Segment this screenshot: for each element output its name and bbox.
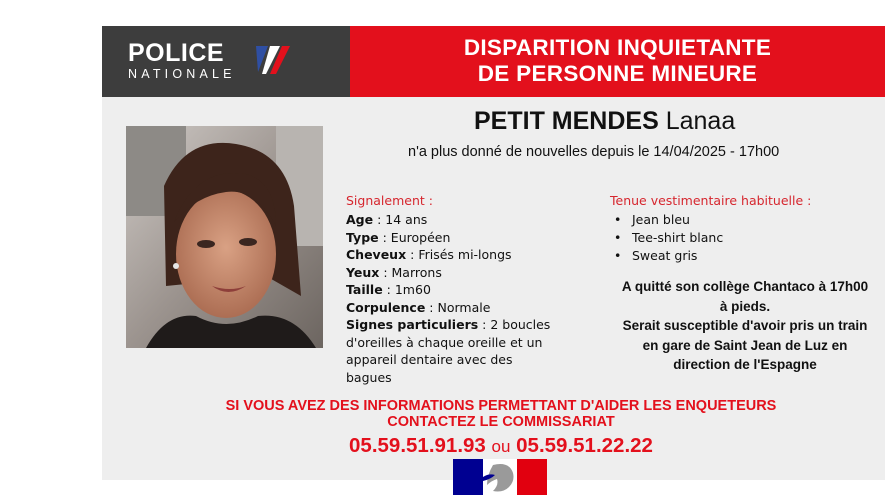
note-line: en gare de Saint Jean de Luz en [642,337,848,353]
signalement-value: Marrons [391,264,442,280]
signalement-heading: Signalement : [346,193,433,208]
signalement-label: Age [346,212,374,227]
signalement-item: Corpulence : Normale [346,299,491,315]
signalement-value: 2 boucles d'oreilles à chaque oreille et un appareil dentaire avec des bagues [346,317,551,385]
police-nationale-logo [102,26,350,97]
note-line: direction de l'Espagne [673,357,817,372]
signalement-label: Yeux [346,264,380,280]
signalement-item: Cheveux : Frisés mi-longs [346,247,512,262]
police-tricolor-mark-icon [254,44,290,76]
note-line: à pieds. [719,298,771,314]
tenue-heading: Tenue vestimentaire habituelle : [610,193,812,208]
signalement-label: Type [346,229,379,245]
alert-title-line1: DISPARITION INQUIETANTE [463,35,772,60]
missing-person-photo [126,126,323,348]
signalement-value: Européen [390,229,451,245]
signalement-value: Normale [437,299,491,315]
phone-number-2[interactable]: 05.59.51.22.22 [516,434,653,457]
last-seen-text: n'a plus donné de nouvelles depuis le 14/04/2025 - 17h00 [408,144,780,160]
tenue-item: • Jean bleu [612,211,723,229]
signalement-label: Taille [346,282,383,297]
note-line: A quitté son collège Chantaco à 17h00 [621,279,869,294]
person-name [474,107,735,136]
alert-title-line2: DE PERSONNE MINEURE [477,61,758,86]
signalement-label: Corpulence [346,299,426,315]
person-last-name: PETIT MENDES [474,107,659,135]
contact-call-to-action [102,398,885,461]
tenue-item: • Sweat gris [612,247,723,265]
signalement-label: Cheveux [346,247,407,262]
signalement-label: Signes particuliers [346,317,479,332]
signalement-value: Frisés mi-longs [418,247,512,262]
circumstances-note [600,277,885,375]
signalement-item: Signes particuliers : 2 boucles d'oreilles à chaque oreille et un appareil dentaire avec des bagues [346,317,551,385]
tenue-list [612,211,723,265]
marianne-republique-logo-icon [453,459,547,495]
contact-line2: CONTACTEZ LE COMMISSARIAT [387,414,615,430]
signalement-list [346,211,561,386]
contact-phones [102,432,885,461]
signalement-item: Age : 14 ans [346,212,428,227]
tenue-item: • Tee-shirt blanc [612,229,723,247]
logo-nationale-text: NATIONALE [128,67,236,81]
phone-separator: ou [491,437,511,456]
person-first-name: Lanaa [665,107,736,135]
signalement-item: Type : Européen [346,229,451,245]
signalement-item: Yeux : Marrons [346,264,442,280]
poster-header [102,26,885,97]
signalement-item: Taille : 1m60 [346,282,431,297]
phone-number-1[interactable]: 05.59.51.91.93 [349,434,486,457]
note-line: Serait susceptible d'avoir pris un train [622,318,868,333]
signalement-value: 14 ans [385,212,428,227]
alert-title-banner [350,26,885,97]
contact-line1: SI VOUS AVEZ DES INFORMATIONS PERMETTANT D'AIDER LES ENQUETEURS [225,398,777,414]
signalement-value: 1m60 [394,282,431,297]
logo-police-text: POLICE [128,39,225,67]
